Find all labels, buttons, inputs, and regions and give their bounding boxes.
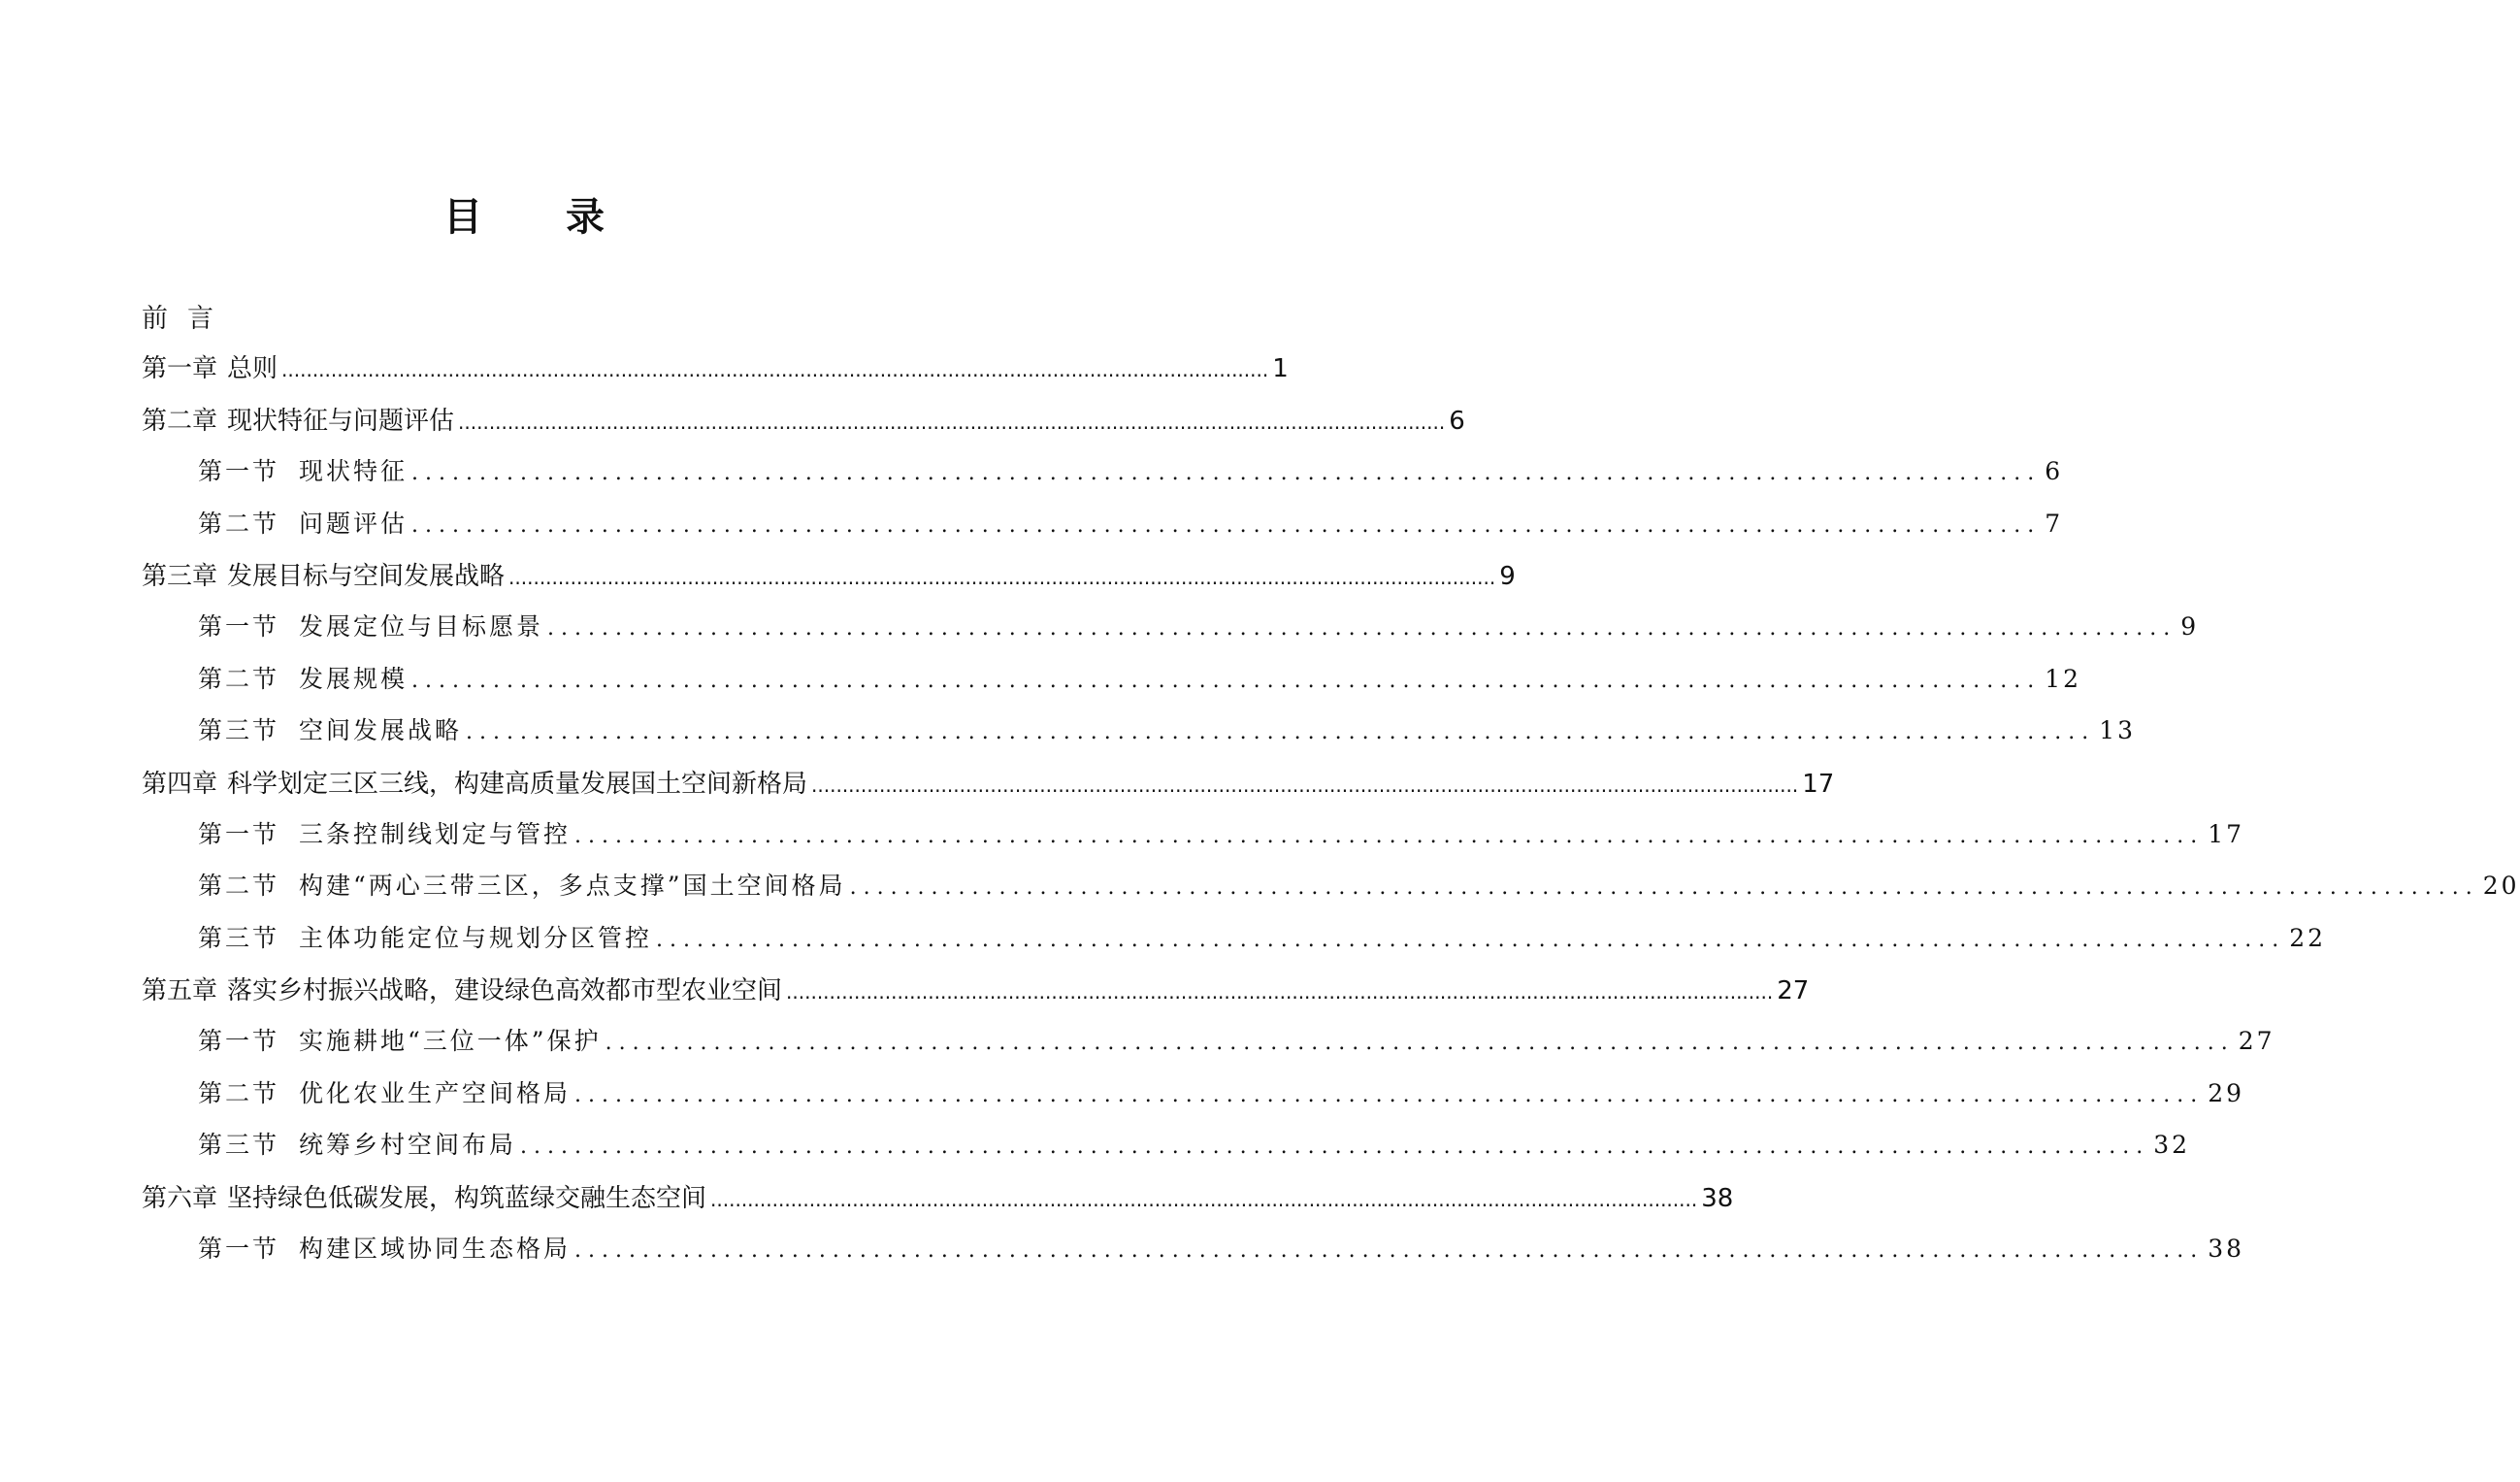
toc-page-number: 20 [2482,872,2520,901]
toc-leader-dots: ........................................................................................................................ [605,1031,2235,1056]
toc-section-entry[interactable] [142,1230,2245,1281]
toc-leader-dots: ........................................................................................................................ [411,512,2042,538]
toc-entry-label: 第一节 [198,457,280,486]
toc-section-entry[interactable] [142,1126,2191,1177]
toc-page-number: 38 [2208,1235,2245,1264]
toc-section-entry[interactable] [142,815,2245,867]
toc-entry-label: 第三节 [198,923,280,952]
toc-leader-dots: ........................................................................................................................ [574,823,2205,848]
toc-entry-title: 构建“两心三带三区，多点支撑”国土空间格局 [299,872,846,901]
toc-leader-dots: ................................................................................................................................................................ [811,773,1799,797]
toc-chapter-entry[interactable] [142,764,1835,815]
toc-entry-title: 发展规模 [299,664,409,693]
toc-leader-dots: ........................................................................................................................ [656,927,2286,952]
toc-page-number: 9 [2180,612,2200,642]
toc-leader-dots: ........................................................................................................................ [411,461,2042,486]
toc-page-number: 6 [1449,406,1465,436]
toc-entry-title: 问题评估 [299,509,409,538]
toc-entry-label: 第三节 [198,716,280,745]
toc-entry-title: 科学划定三区三线，构建高质量发展国土空间新格局 [227,769,808,799]
toc-entry-title: 现状特征 [299,457,409,486]
toc-entry-label: 第一节 [198,819,280,848]
toc-entry-title: 三条控制线划定与管控 [299,819,572,848]
toc-leader-dots: ................................................................................................................................................................ [281,358,1269,382]
toc-chapter-entry[interactable] [142,556,1516,608]
toc-entry-title: 落实乡村振兴战略，建设绿色高效都市型农业空间 [227,976,783,1006]
toc-section-entry[interactable] [142,452,2064,504]
toc-entry-label: 第一章 [142,354,218,384]
toc-section-entry[interactable] [142,608,2200,659]
toc-entry-label: 第二章 [142,406,218,436]
toc-entry-label: 第二节 [198,872,280,901]
toc-entry-title: 构建区域协同生态格局 [299,1235,572,1264]
toc-section-entry[interactable] [142,1022,2275,1073]
toc-leader-dots: ................................................................................................................................................................ [508,565,1496,589]
toc-section-entry[interactable] [142,711,2137,763]
toc-entry-label: 第一节 [198,1235,280,1264]
toc-leader-dots: ................................................................................................................................................................ [786,980,1774,1004]
toc-entry-title: 现状特征与问题评估 [227,406,455,436]
toc-entry-title: 坚持绿色低碳发展，构筑蓝绿交融生态空间 [227,1183,707,1213]
toc-leader-dots: ................................................................................................................................................................ [458,410,1446,434]
toc-entry-label: 第六章 [142,1183,218,1213]
toc-leader-dots: ........................................................................................................................ [547,616,2177,642]
toc-entry-label: 第三节 [198,1131,280,1160]
toc-section-entry[interactable] [142,919,2327,971]
toc-entry-title: 实施耕地“三位一体”保护 [299,1027,602,1056]
toc-chapter-entry[interactable] [142,971,1810,1022]
page-title: 目 录 [443,195,639,240]
toc-entry-title: 优化农业生产空间格局 [299,1078,572,1107]
toc-page-number: 13 [2099,716,2137,745]
toc-page-number: 32 [2153,1131,2191,1160]
toc-page-number: 17 [1802,769,1835,799]
toc-entry-title: 发展定位与目标愿景 [299,612,544,642]
toc-page-number: 22 [2289,923,2327,952]
toc-page-number: 38 [1701,1183,1734,1213]
toc-section-entry[interactable] [142,505,2064,556]
toc-page-number: 12 [2045,664,2082,693]
toc-page-number: 27 [1777,976,1810,1006]
toc-entry-label: 第五章 [142,976,218,1006]
toc-preface[interactable] [142,297,918,348]
toc-leader-dots: ........................................................................................................................ [574,1238,2205,1264]
toc-page-number: 29 [2208,1078,2245,1107]
toc-entry-title: 空间发展战略 [299,716,463,745]
toc-leader-dots: ........................................................................................................................ [849,875,2479,901]
toc-entry-title: 发展目标与空间发展战略 [227,561,506,591]
toc-leader-dots: ........................................................................................................................ [411,668,2042,693]
toc-page-number: 1 [1272,354,1289,384]
toc-entry-label: 第一节 [198,1027,280,1056]
toc-entry-title: 总则 [227,354,278,384]
toc-entry-label: 第二节 [198,509,280,538]
toc-chapter-entry[interactable] [142,348,1289,400]
toc-leader-dots: ........................................................................................................................ [520,1135,2150,1160]
toc-entry-label: 第二节 [198,1078,280,1107]
toc-page-number: 27 [2238,1027,2275,1056]
toc-entry-label: 第一节 [198,612,280,642]
toc-page-number: 6 [2045,457,2064,486]
toc-section-entry[interactable] [142,1074,2245,1126]
toc-section-entry[interactable] [142,867,2520,918]
toc-entry-label: 第四章 [142,769,218,799]
toc-entry-title: 统筹乡村空间布局 [299,1131,517,1160]
toc-entry-title: 主体功能定位与规划分区管控 [299,923,653,952]
toc-page-number: 9 [1499,561,1516,591]
toc-entry-label: 第二节 [198,664,280,693]
toc-leader-dots: ........................................................................................................................ [574,1082,2205,1107]
toc-section-entry[interactable] [142,660,2082,711]
toc-page-number: 17 [2208,819,2245,848]
toc-entry-label: 第三章 [142,561,218,591]
toc-chapter-entry[interactable] [142,1178,1734,1230]
table-of-contents [142,297,2520,1281]
toc-page-number: 7 [2045,509,2064,538]
toc-preface-label: 前言 [142,304,233,334]
toc-leader-dots: ........................................................................................................................ [466,720,2096,745]
toc-chapter-entry[interactable] [142,401,1465,452]
toc-leader-dots: ................................................................................................................................................................ [710,1187,1698,1211]
